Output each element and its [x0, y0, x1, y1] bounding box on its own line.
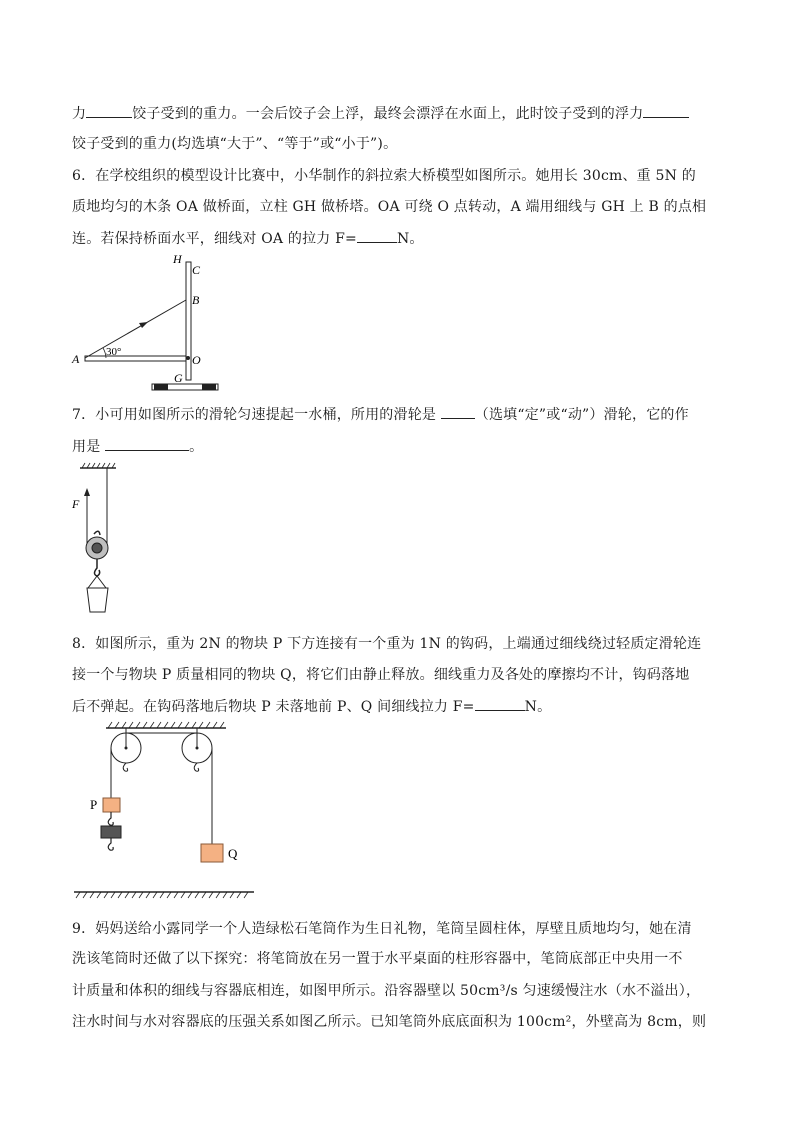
pulley-axle — [92, 543, 102, 553]
beam-oa — [85, 356, 186, 361]
q7-text-d: 。 — [189, 439, 204, 455]
p-hook — [108, 812, 113, 825]
label-c: C — [192, 263, 201, 277]
q8-blank[interactable] — [475, 696, 525, 711]
q6-text-a: 连。若保持桥面水平，细线对 OA 的拉力 F= — [72, 231, 357, 247]
pulley-left-hook — [123, 763, 127, 771]
q8-line-3 — [72, 696, 551, 716]
bucket — [87, 588, 108, 612]
force-arrow — [139, 322, 148, 328]
angle-label: 30° — [106, 346, 122, 358]
pivot-o — [186, 356, 190, 360]
q9-line-2: 洗该笔筒时还做了以下探究：将笔筒放在另一置于水平桌面的柱形容器中，笔筒底部正中央用一不 — [72, 951, 683, 967]
label-h: H — [173, 252, 182, 266]
ceiling-top-hatch — [108, 722, 224, 728]
q9-line-1: 9．妈妈送给小露同学一个人造绿松石笔筒作为生日礼物，笔筒呈圆柱体，厚壁且质地均匀，她在清 — [72, 921, 692, 937]
bucket-handle-left — [88, 576, 97, 588]
q5-line-2: 饺子受到的重力(均选填“大于”、“等于”或“小于”)。 — [72, 136, 398, 152]
q7-text-c: 用是 — [72, 439, 101, 455]
f-arrow — [84, 488, 90, 496]
bucket-handle-right — [97, 576, 106, 588]
q5-line-1 — [72, 103, 689, 123]
label-q: Q — [228, 846, 238, 861]
pulley-right-hook — [194, 763, 198, 771]
label-p: P — [90, 797, 98, 812]
q7-text-a: 7．小可用如图所示的滑轮匀速提起一水桶，所用的滑轮是 — [72, 407, 437, 423]
weight-hook — [108, 838, 113, 850]
ground-hatch — [76, 892, 248, 898]
q6-line-1: 6．在学校组织的模型设计比赛中，小华制作的斜拉索大桥模型如图所示。她用长 30cm、重 5N 的 — [72, 168, 696, 184]
q6-blank[interactable] — [357, 228, 397, 243]
q5-blank-2[interactable] — [643, 103, 689, 118]
base-block-right — [202, 384, 216, 390]
q7-line-2 — [72, 436, 203, 456]
q8-text-b: N。 — [524, 699, 552, 715]
q5-text-a: 力 — [72, 106, 87, 122]
string-ab — [85, 300, 186, 358]
q8-text-a: 后不弹起。在钩码落地后物块 P 未落地前 P、Q 间细线拉力 F= — [72, 699, 475, 715]
q8-line-2: 接一个与物块 P 质量相同的物块 Q，将它们由静止释放。细线重力及各处的摩擦均不计，钩码落地 — [72, 667, 690, 683]
pulley-top-hook — [94, 531, 100, 535]
q8-line-1: 8．如图所示，重为 2N 的物块 P 下方连接有一个重为 1N 的钩码，上端通过细线绕过轻质定滑轮连 — [72, 636, 702, 652]
q5-text-b: 饺子受到的重力。一会后饺子会上浮，最终会漂浮在水面上，此时饺子受到的浮力 — [132, 106, 644, 122]
block-q — [201, 844, 223, 862]
movable-pulley-figure — [70, 462, 130, 622]
q7-blank-1[interactable] — [441, 404, 475, 419]
label-o: O — [192, 353, 201, 367]
q9-line-3: 计质量和体积的细线与容器底相连，如图甲所示。沿容器壁以 50cm³/s 匀速缓慢注水（水不溢出）， — [72, 983, 701, 999]
label-f: F — [72, 497, 80, 511]
q5-blank-1[interactable] — [86, 103, 132, 118]
hook-weight — [101, 826, 121, 838]
label-b: B — [192, 293, 200, 307]
q6-line-2: 质地均匀的木条 OA 做桥面，立柱 GH 做桥塔。OA 可绕 O 点转动，A 端用细线与 GH 上 B 的点相 — [72, 199, 707, 215]
two-pulley-figure — [70, 718, 260, 902]
q6-text-b: N。 — [396, 231, 424, 247]
bridge-figure — [70, 250, 230, 395]
q6-line-3 — [72, 228, 424, 248]
base-block-left — [154, 384, 168, 390]
label-a: A — [72, 352, 80, 366]
bucket-hook — [95, 559, 100, 576]
q7-blank-2[interactable] — [105, 436, 189, 451]
block-p — [103, 798, 120, 812]
q7-line-1 — [72, 404, 689, 424]
label-g: G — [174, 371, 183, 385]
tower-gh — [186, 262, 191, 380]
q9-line-4: 注水时间与水对容器底的压强关系如图乙所示。已知笔筒外底底面积为 100cm²，外壁高为 8cm，则 — [72, 1014, 707, 1030]
q7-text-b: （选填“定”或“动”）滑轮，它的作 — [474, 407, 689, 423]
